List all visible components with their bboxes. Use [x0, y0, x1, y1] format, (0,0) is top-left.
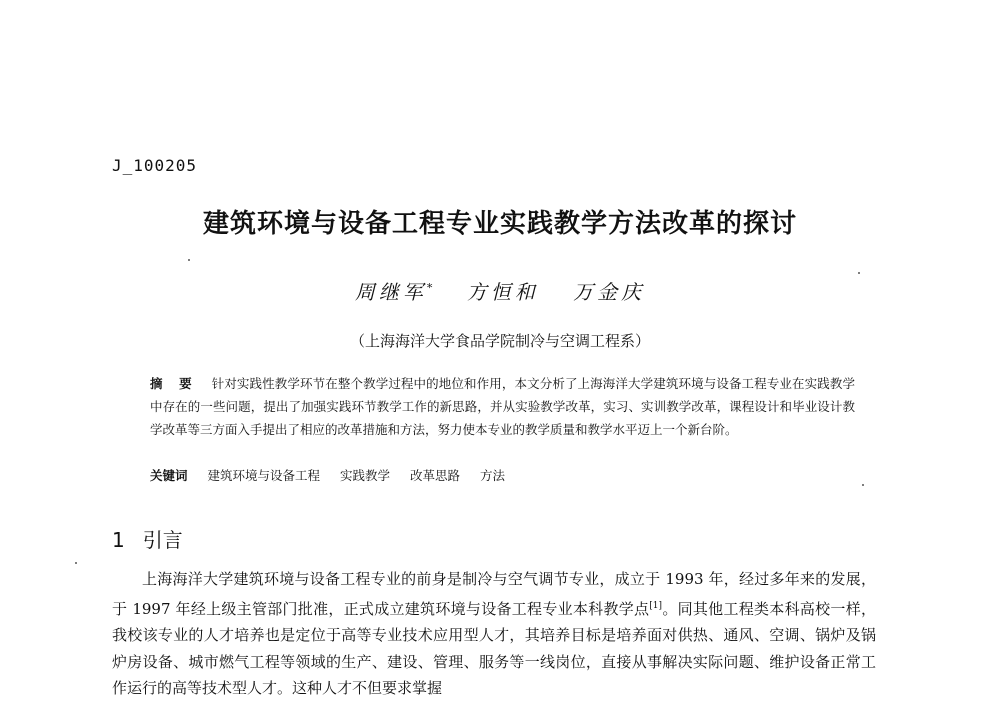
affiliation: （上海海洋大学食品学院制冷与空调工程系）	[349, 332, 650, 350]
section-heading	[112, 524, 183, 553]
section-title: 引言	[142, 528, 183, 552]
scan-speck	[75, 562, 77, 564]
author-1-name: 周继军	[354, 280, 427, 304]
scan-speck	[862, 484, 864, 486]
author-3: 万金庆	[573, 280, 646, 304]
abstract-label: 摘 要	[150, 376, 198, 391]
author-list	[0, 276, 1000, 305]
scan-speck	[188, 259, 190, 261]
abstract	[150, 372, 855, 441]
citation-ref: [1]	[649, 600, 663, 611]
author-1-mark: *	[426, 281, 433, 295]
paper-title: 建筑环境与设备工程专业实践教学方法改革的探讨	[202, 209, 797, 239]
keyword-item: 改革思路	[410, 468, 461, 483]
document-id: J_100205	[112, 156, 198, 175]
abstract-text: 针对实践性教学环节在整个教学过程中的地位和作用，本文分析了上海海洋大学建筑环境与设备工程专业在实践教学中存在的一些问题，提出了加强实践环节教学工作的新思路，并从实验教学改革，实习、实训教学改革，课程设计和毕业设计教学改革等三方面入手提出了相应的改革措施和方法，努力使本专业的教学质量和教学水平迈上一个新台阶。	[150, 376, 855, 437]
body-paragraph	[112, 566, 876, 702]
author-1	[355, 280, 433, 304]
author-2: 方恒和	[466, 280, 539, 304]
scan-speck	[858, 272, 860, 274]
keyword-item: 方法	[480, 468, 506, 483]
keywords	[150, 466, 521, 484]
section-number: 1	[112, 528, 125, 552]
keyword-item: 建筑环境与设备工程	[207, 468, 321, 483]
body-text-part-1: 上海海洋大学建筑环境与设备工程专业的前身是制冷与空气调节专业，成立于 1993 年，经过多年来的发展，于 1997 年经上级主管部门批准，正式成立建筑环境与设备工程专业本科教学点	[112, 570, 876, 618]
keyword-item: 实践教学	[340, 468, 391, 483]
body-text-part-2: 。同其他工程类本科高校一样，我校该专业的人才培养也是定位于高等专业技术应用型人才，其培养目标是培养面对供热、通风、空调、锅炉及锅炉房设备、城市燃气工程等领域的生产、建设、管理、服务等一线岗位，直接从事解决实际问题、维护设备正常工作运行的高等技术型人才。这种人才不但要求掌握	[112, 599, 876, 697]
keywords-label: 关键词	[150, 468, 188, 483]
